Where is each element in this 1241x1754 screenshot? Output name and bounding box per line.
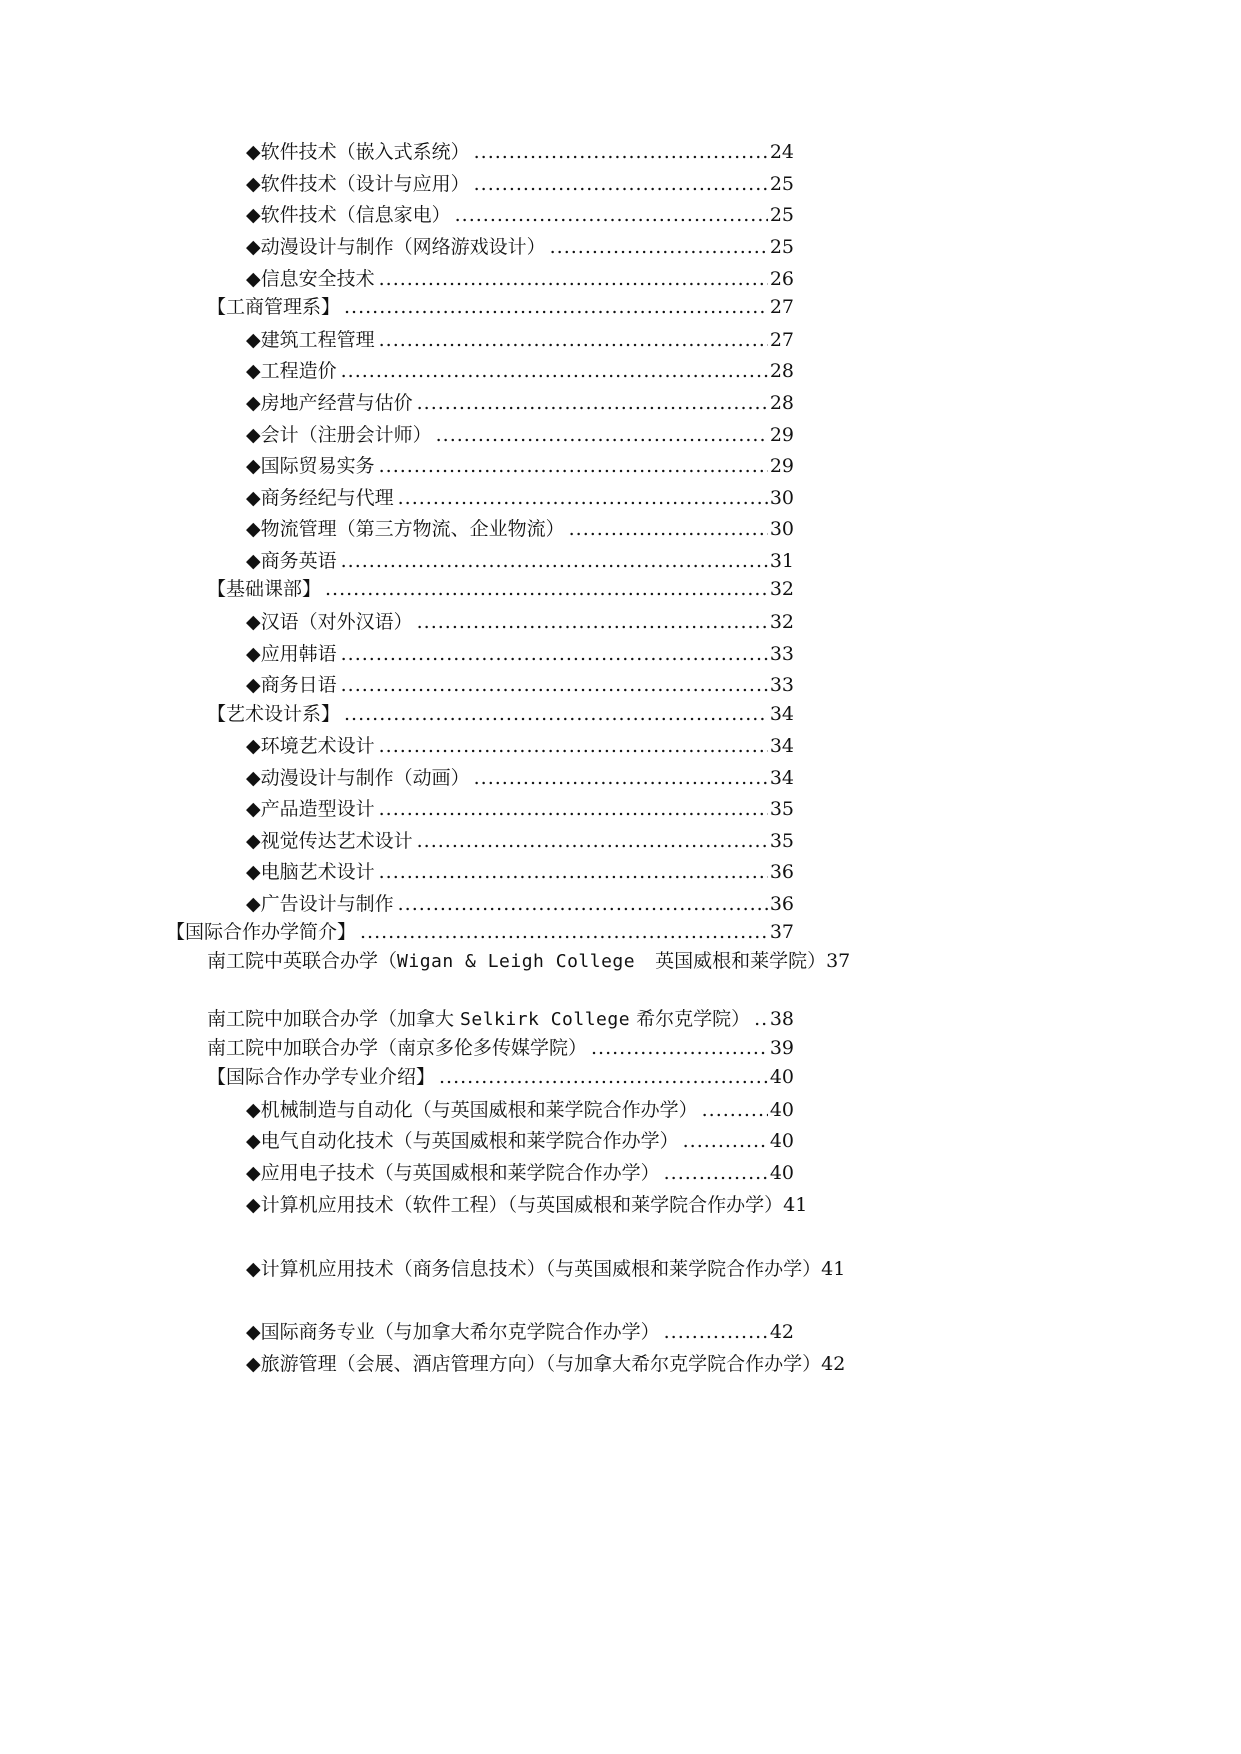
dot-leader xyxy=(455,200,768,230)
toc-entry[interactable] xyxy=(246,356,794,386)
dot-leader xyxy=(398,889,768,919)
dot-leader xyxy=(341,356,768,386)
toc-entry-page: 32 xyxy=(769,611,794,633)
dot-leader xyxy=(341,670,768,700)
toc-entry-label xyxy=(207,1004,750,1035)
toc-section-label: 【工商管理系】 xyxy=(207,296,341,318)
toc-entry[interactable] xyxy=(246,1190,807,1220)
toc-entry-page: 31 xyxy=(769,550,794,572)
dot-leader xyxy=(379,264,768,294)
toc-entry-label: ◆机械制造与自动化（与英国威根和莱学院合作办学） xyxy=(246,1099,698,1121)
toc-entry[interactable] xyxy=(246,670,794,700)
toc-entry[interactable] xyxy=(246,325,794,355)
toc-entry[interactable] xyxy=(246,731,794,761)
toc-entry[interactable] xyxy=(246,857,794,887)
toc-entry[interactable] xyxy=(246,169,794,199)
toc-entry-label-end: 希尔克学院） xyxy=(636,1008,751,1030)
toc-entry-page: 40 xyxy=(769,1099,794,1121)
toc-entry-page: 24 xyxy=(769,141,794,163)
toc-entry-page: 39 xyxy=(769,1037,794,1059)
dot-leader xyxy=(436,420,768,450)
toc-entry[interactable] xyxy=(246,514,794,544)
dot-leader xyxy=(417,826,768,856)
dot-leader xyxy=(664,1158,768,1188)
toc-entry-label: ◆应用电子技术（与英国威根和莱学院合作办学） xyxy=(246,1162,660,1184)
toc-entry-label: ◆旅游管理（会展、酒店管理方向）（与加拿大希尔克学院合作办学）42 xyxy=(246,1353,846,1375)
toc-entry-label: ◆汉语（对外汉语） xyxy=(246,611,413,633)
toc-entry-page: 28 xyxy=(769,360,794,382)
toc-entry-page: 40 xyxy=(769,1130,794,1152)
toc-entry-page: 29 xyxy=(769,455,794,477)
toc-entry[interactable] xyxy=(246,1254,845,1284)
toc-entry-page: 34 xyxy=(769,767,794,789)
dot-leader xyxy=(754,1004,768,1034)
toc-entry-label: ◆商务经纪与代理 xyxy=(246,487,394,509)
toc-entry[interactable] xyxy=(246,1126,794,1156)
toc-section[interactable] xyxy=(207,699,794,729)
toc-entry-latin-name: Wigan & Leigh College xyxy=(397,951,636,972)
dot-leader xyxy=(360,917,768,947)
toc-entry[interactable] xyxy=(246,1095,794,1125)
toc-entry[interactable] xyxy=(207,1033,794,1063)
toc-entry-page: 26 xyxy=(769,268,794,290)
dot-leader xyxy=(474,763,768,793)
toc-entry-label: ◆环境艺术设计 xyxy=(246,735,375,757)
toc-entry[interactable] xyxy=(246,763,794,793)
dot-leader xyxy=(379,794,768,824)
toc-entry-page: 30 xyxy=(769,518,794,540)
toc-entry[interactable] xyxy=(246,607,794,637)
toc-entry-label: ◆国际贸易实务 xyxy=(246,455,375,477)
toc-entry[interactable] xyxy=(246,200,794,230)
toc-entry-page: 27 xyxy=(769,296,794,318)
toc-entry-page: 35 xyxy=(769,798,794,820)
dot-leader xyxy=(417,388,768,418)
toc-entry-label: ◆商务英语 xyxy=(246,550,337,572)
toc-entry[interactable] xyxy=(207,1004,794,1034)
toc-section-label: 【国际合作办学专业介绍】 xyxy=(207,1066,436,1088)
toc-entry-page: 25 xyxy=(769,204,794,226)
toc-entry-page: 28 xyxy=(769,392,794,414)
toc-entry-page: 35 xyxy=(769,830,794,852)
toc-entry-page: 42 xyxy=(769,1321,794,1343)
toc-entry-page: 32 xyxy=(769,578,794,600)
toc-entry-label: ◆电脑艺术设计 xyxy=(246,861,375,883)
toc-entry[interactable] xyxy=(246,232,794,262)
toc-entry-label: ◆应用韩语 xyxy=(246,643,337,665)
toc-entry[interactable] xyxy=(246,546,794,576)
toc-entry-label: ◆产品造型设计 xyxy=(246,798,375,820)
toc-entry-label: ◆广告设计与制作 xyxy=(246,893,394,915)
toc-entry-page: 33 xyxy=(769,674,794,696)
toc-entry-page: 34 xyxy=(769,703,794,725)
toc-entry-page: 40 xyxy=(769,1066,794,1088)
toc-entry-label: ◆动漫设计与制作（动画） xyxy=(246,767,470,789)
dot-leader xyxy=(702,1095,768,1125)
toc-entry-latin-name: Selkirk College xyxy=(460,1009,631,1030)
toc-section-label: 【基础课部】 xyxy=(207,578,322,600)
dot-leader xyxy=(379,857,768,887)
toc-entry[interactable] xyxy=(246,889,794,919)
toc-entry-label: ◆会计（注册会计师） xyxy=(246,424,432,446)
toc-entry[interactable] xyxy=(207,946,850,976)
dot-leader xyxy=(417,607,768,637)
toc-entry[interactable] xyxy=(246,264,794,294)
dot-leader xyxy=(550,232,768,262)
dot-leader xyxy=(325,574,768,604)
toc-entry-label: ◆商务日语 xyxy=(246,674,337,696)
toc-entry-page: 29 xyxy=(769,424,794,446)
toc-chapter-label: 【国际合作办学简介】 xyxy=(166,921,357,943)
toc-entry-page: 37 xyxy=(769,921,794,943)
toc-entry-label: ◆国际商务专业（与加拿大希尔克学院合作办学） xyxy=(246,1321,660,1343)
dot-leader xyxy=(341,639,768,669)
toc-entry[interactable] xyxy=(246,1317,794,1347)
toc-entry-label: ◆计算机应用技术（商务信息技术）（与英国威根和莱学院合作办学）41 xyxy=(246,1258,846,1280)
toc-entry-page: 38 xyxy=(769,1008,794,1030)
toc-entry-label: ◆物流管理（第三方物流、企业物流） xyxy=(246,518,565,540)
toc-entry-label: ◆软件技术（嵌入式系统） xyxy=(246,141,470,163)
toc-entry-label: ◆工程造价 xyxy=(246,360,337,382)
toc-section[interactable] xyxy=(207,574,794,604)
toc-entry-page: 36 xyxy=(769,861,794,883)
dot-leader xyxy=(379,451,768,481)
toc-entry-label: ◆软件技术（设计与应用） xyxy=(246,173,470,195)
dot-leader xyxy=(683,1126,768,1156)
toc-entry-label: 南工院中加联合办学（南京多伦多传媒学院） xyxy=(207,1037,588,1059)
toc-entry-label: ◆信息安全技术 xyxy=(246,268,375,290)
dot-leader xyxy=(474,137,768,167)
dot-leader xyxy=(591,1033,768,1063)
dot-leader xyxy=(379,325,768,355)
dot-leader xyxy=(341,546,768,576)
toc-section[interactable] xyxy=(207,292,794,322)
toc-entry-label: ◆电气自动化技术（与英国威根和莱学院合作办学） xyxy=(246,1130,679,1152)
toc-entry-label-end: 英国威根和莱学院）37 xyxy=(655,950,851,972)
toc-entry-label: ◆动漫设计与制作（网络游戏设计） xyxy=(246,236,546,258)
toc-entry[interactable] xyxy=(246,483,794,513)
toc-entry-label-start: 南工院中加联合办学（加拿大 xyxy=(207,1008,455,1030)
dot-leader xyxy=(344,699,768,729)
toc-entry[interactable] xyxy=(246,639,794,669)
toc-entry-page: 25 xyxy=(769,236,794,258)
toc-entry[interactable] xyxy=(246,420,794,450)
dot-leader xyxy=(569,514,768,544)
dot-leader xyxy=(439,1062,768,1092)
toc-entry-label: ◆视觉传达艺术设计 xyxy=(246,830,413,852)
toc-entry[interactable] xyxy=(246,1349,845,1379)
toc-section-label: 【艺术设计系】 xyxy=(207,703,341,725)
toc-entry-label: ◆房地产经营与估价 xyxy=(246,392,413,414)
toc-entry[interactable] xyxy=(246,826,794,856)
dot-leader xyxy=(474,169,768,199)
dot-leader xyxy=(379,731,768,761)
toc-entry-label: ◆软件技术（信息家电） xyxy=(246,204,451,226)
toc-entry-page: 30 xyxy=(769,487,794,509)
toc-entry-page: 27 xyxy=(769,329,794,351)
toc-entry[interactable] xyxy=(246,388,794,418)
dot-leader xyxy=(398,483,768,513)
toc-entry-label: ◆计算机应用技术（软件工程）（与英国威根和莱学院合作办学）41 xyxy=(246,1194,808,1216)
toc-entry-page: 25 xyxy=(769,173,794,195)
toc-entry-label: 南工院中英联合办学（ xyxy=(207,950,398,972)
toc-entry-page: 33 xyxy=(769,643,794,665)
toc-entry[interactable] xyxy=(246,1158,794,1188)
dot-leader xyxy=(344,292,768,322)
toc-entry-page: 34 xyxy=(769,735,794,757)
toc-entry-page: 40 xyxy=(769,1162,794,1184)
toc-entry-page: 36 xyxy=(769,893,794,915)
toc-entry[interactable] xyxy=(246,451,794,481)
dot-leader xyxy=(664,1317,768,1347)
toc-entry[interactable] xyxy=(246,794,794,824)
toc-entry[interactable] xyxy=(246,137,794,167)
toc-entry-label: ◆建筑工程管理 xyxy=(246,329,375,351)
toc-chapter[interactable] xyxy=(166,917,794,947)
toc-section[interactable] xyxy=(207,1062,794,1092)
